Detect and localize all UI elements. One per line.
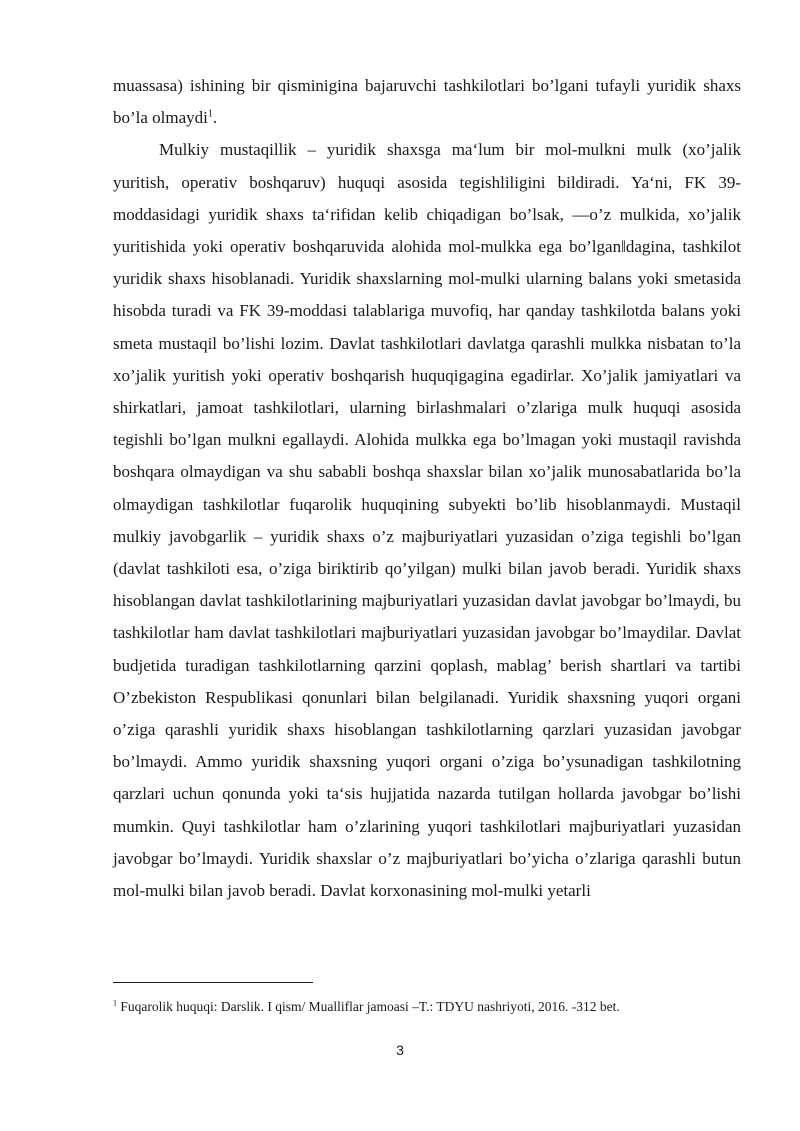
footnote-reference[interactable]: 1	[207, 108, 213, 120]
footnote-separator	[113, 982, 313, 983]
footnote-marker: 1	[113, 998, 117, 1008]
paragraph-1-end: .	[212, 108, 218, 128]
paragraph-2: Mulkiy mustaqillik – yuridik shaxsga ma‘lum bir mol-mulkni mulk (xo’jalik yuritish, operativ boshqaruv) huquqi asosida tegishliligini bildiradi. Ya‘ni, FK 39-moddasidagi yuridik shaxs ta‘rifidan kelib chiqadigan bo’lsak, ―o’z mulkida, xo’jalik yuritishida yoki operativ boshqaruvida alohida mol-mulkka ega bo’lgan‖dagina, tashkilot yuridik shaxs hisoblanadi. Yuridik shaxslarning mol-mulki ularning balans yoki smetasida hisobda turadi va FK 39-moddasi talablariga muvofiq, har qanday tashkilotda balans yoki smeta mustaqil bo’lishi lozim. Davlat tashkilotlari davlatga qarashli mulkka nisbatan to’la xo’jalik yuritish yoki operativ boshqarish huquqigagina egadirlar. Xo’jalik jamiyatlari va shirkatlari, jamoat tashkilotlari, ularning birlashmalari o’zlariga mulk huquqi asosida tegishli bo’lgan mulkni egallaydi. Alohida mulkka ega bo’lmagan yoki mustaqil ravishda boshqara olmaydigan va shu sababli boshqa shaxslar bilan xo’jalik munosabatlarida bo’la olmaydigan tashkilotlar fuqarolik huquqining subyekti bo’lib hisoblanmaydi. Mustaqil mulkiy javobgarlik – yuridik shaxs o’z majburiyatlari yuzasidan o’ziga tegishli bo’lgan (davlat tashkiloti esa, o’ziga biriktirib qo’yilgan) mulki bilan javob beradi. Yuridik shaxs hisoblangan davlat tashkilotlarining majburiyatlari yuzasidan davlat javobgar bo’lmaydi, bu tashkilotlar ham davlat tashkilotlari majburiyatlari yuzasidan javobgar bo’lmaydilar. Davlat budjetida turadigan tashkilotlarning qarzini qoplash, mablag’ berish shartlari va tartibi O’zbekiston Respublikasi qonunlari bilan belgilanadi. Yuridik shaxsning yuqori organi o’ziga qarashli yuridik shaxs hisoblangan tashkilotlarning qarzlari yuzasidan javobgar bo’lmaydi. Ammo yuridik shaxsning yuqori organi o’ziga bo’ysunadigan tashkilotning qarzlari uchun qonunda yoki ta‘sis hujjatida nazarda tutilgan hollarda javobgar bo’lishi mumkin. Quyi tashkilotlar ham o’zlarining yuqori tashkilotlari majburiyatlari yuzasidan javobgar bo’lmaydi. Yuridik shaxslar o’z majburiyatlari bo’yicha o’zlariga qarashli butun mol-mulki bilan javob beradi. Davlat korxonasining mol-mulki yetarli	[113, 140, 741, 901]
footnote	[113, 998, 741, 1016]
body-text	[113, 70, 741, 907]
paragraph-continuation	[113, 70, 741, 134]
paragraph-1-text: muassasa) ishining bir qisminigina bajaruvchi tashkilotlari bo’lgani tufayli yuridik shaxs bo’la olmaydi	[113, 76, 741, 128]
page-number: 3	[396, 1042, 404, 1058]
footnote-text: Fuqarolik huquqi: Darslik. I qism/ Mualliflar jamoasi –T.: TDYU nashriyoti, 2016. -312 bet.	[117, 999, 620, 1014]
